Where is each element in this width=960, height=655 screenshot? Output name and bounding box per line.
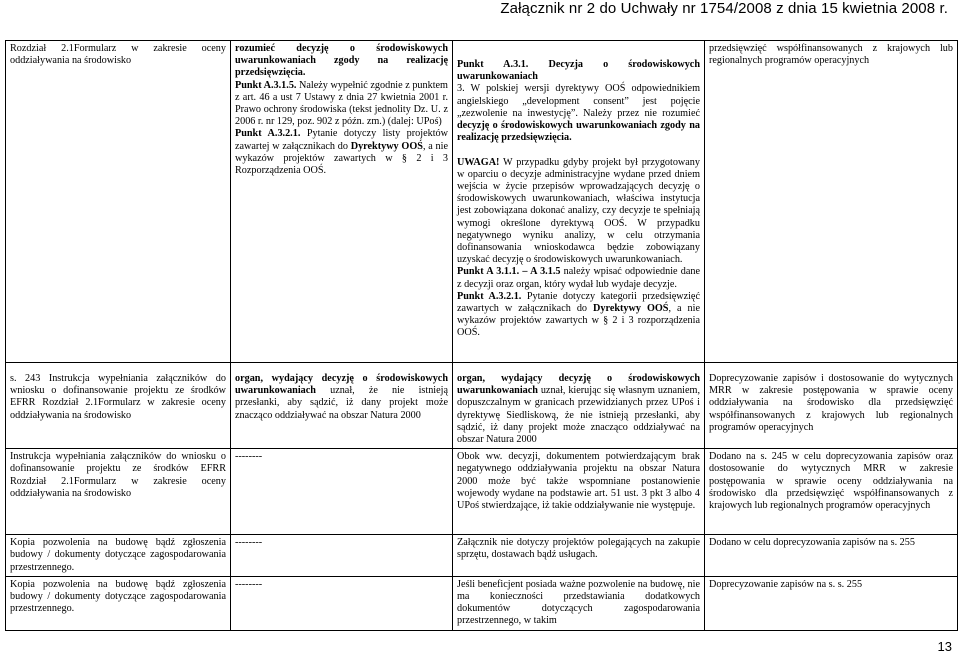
new-text: Pytanie dotyczy kategorii przedsięwzięć zawartych w załącznikach do [457,290,700,315]
cell-old-text: -------- [231,535,453,577]
cell-justification: Doprecyzowanie zapisów na s. s. 255 [705,576,958,630]
cell-new-text: organ, wydający decyzję o środowiskowych uwarunkowaniach uznał, kierując się własnym uznaniem, dopuszczalnym w granicach przewidzianych przez UPoś i dyrektywę Siedliskową, że nie istnieją przesłanki, aby sądzić, iż dany projekt może znacząco oddziaływać na obszar Natura 2000 [453,363,705,449]
table-row [6,576,958,630]
table-row [6,449,958,535]
cell-old-text: organ, wydający decyzję o środowiskowych uwarunkowaniach uznał, że nie istnieją przesłanki, aby sądzić, iż dany projekt może znacząco oddziaływać na obszar Natura 2000 [231,363,453,449]
changes-table [5,40,958,631]
cell-old-text: -------- [231,449,453,535]
cell-justification: Dodano na s. 245 w celu doprecyzowania zapisów oraz dostosowanie do wytycznych MRR w zakresie postępowania w sprawie oceny oddziaływania na środowisko dla przedsięwzięć współfinansowanych z krajowych lub regionalnych programów operacyjnych [705,449,958,535]
table-row [6,41,958,363]
cell-location: Rozdział 2.1Formularz w zakresie oceny oddziaływania na środowisko [6,41,231,363]
page-number: 13 [937,639,952,654]
cell-location: Instrukcja wypełniania załączników do wniosku o dofinansowanie projektu ze środków EFRR Rozdział 2.1Formularz w zakresie oceny oddziaływania na środowisko [6,449,231,535]
cell-location: s. 243 Instrukcja wypełniania załączników do wniosku o dofinansowanie projektu ze środków EFRR Rozdział 2.1Formularz w zakresie oceny oddziaływania na środowisko [6,363,231,449]
cell-new-text: Załącznik nie dotyczy projektów polegających na zakupie sprzętu, dostawach bądź usługach. [453,535,705,577]
cell-new-text: Obok ww. decyzji, dokumentem potwierdzającym brak negatywnego oddziaływania projektu na obszar Natura 2000 może być także wspomniane postanowienie wojewody wydane na podstawie art. 51 ust. 3 pkt 3 albo 4 UPoś stwierdzające, iż takie oddziaływanie nie występuje. [453,449,705,535]
cell-new-text [453,41,705,363]
new-text: 3. W polskiej wersji dyrektywy OOŚ odpowiednikiem angielskiego „development consent” jest pojęcie „zezwolenie na inwestycję”. Należy przez nie rozumieć [457,83,700,119]
new-text-bold: Punkt A 3.1.1. – A 3.1.5 [457,266,561,278]
cell-old-text: -------- [231,576,453,630]
table-row [6,535,958,577]
cell-new-text: Jeśli beneficjent posiada ważne pozwolenie na budowę, nie ma konieczności przedstawiania dodatkowych dokumentów dotyczących zagospodarowania przestrzennego, w takim [453,576,705,630]
table-row [6,363,958,449]
new-text-bold: Dyrektywy OOŚ [593,303,669,315]
new-text-bold: Punkt A.3.2.1. [457,290,522,302]
cell-justification: Doprecyzowanie zapisów i dostosowanie do wytycznych MRR w zakresie postępowania w sprawie oceny oddziaływania na środowisko dla przedsięwzięć współfinansowanych z krajowych lub regionalnych programów operacyjnych [705,363,958,449]
cell-old-text [231,41,453,363]
old-text-bold: rozumieć decyzję o środowiskowych uwarunkowaniach zgody na realizację przedsięwzięcia. [235,43,448,79]
cell-location: Kopia pozwolenia na budowę bądź zgłoszenia budowy / dokumenty dotyczące zagospodarowania przestrzennego. [6,576,231,630]
new-text: W przypadku gdyby projekt był przygotowany w oparciu o decyzje administracyjne wydane przed dniem wejścia w życie przepisów wprowadzających decyzję o środowiskowych uwarunkowaniach, właściwa instytucja jest zobowiązana dokonać analizy, czy decyzje te spełniają wymogi określone dyrektywą OOŚ. W przypadku negatywnego wyniku analizy, w celu otrzymania dofinansowania wnioskodawca będzie zobowiązany uzyskać decyzję o środowiskowych uwarunkowaniach. [457,156,700,266]
old-text-bold: Punkt A.3.2.1. [235,128,301,140]
new-text-bold: Punkt A.3.1. Decyzja o środowiskowych uwarunkowaniach [457,59,700,83]
new-text: należy wpisać odpowiednie dane z decyzji oraz organ, który wydał lub wydaje decyzje. [457,266,700,290]
new-text-bold: UWAGA! [457,156,500,168]
document-header: Załącznik nr 2 do Uchwały nr 1754/2008 z dnia 15 kwietnia 2008 r. [500,0,948,17]
old-text: , a nie wykazów projektów zawartych w § 2 i 3 Rozporządzenia OOŚ. [235,140,448,177]
old-text: Należy wypełnić zgodnie z punktem z art. 46 a ust 7 Ustawy z dnia 27 kwietnia 2001 r. Prawo ochrony środowiska (tekst jednolity Dz. U. z 2006 r. nr 129, poz. 902 z późn. zm.) (dalej: UPoś) [235,79,448,128]
cell-justification: Dodano w celu doprecyzowania zapisów na s. 255 [705,535,958,577]
cell-location: Kopia pozwolenia na budowę bądź zgłoszenia budowy / dokumenty dotyczące zagospodarowania przestrzennego. [6,535,231,577]
old-text: Pytanie dotyczy listy projektów zawartej w załącznikach do [235,128,448,152]
old-text-bold: Punkt A.3.1.5. [235,79,297,91]
cell-justification: przedsięwzięć współfinansowanych z krajowych lub regionalnych programów operacyjnych [705,41,958,363]
new-text: , a nie wykazów projektów zawartych w § 2 i 3 rozporządzenia OOŚ. [457,303,700,339]
new-text-bold: decyzję o środowiskowych uwarunkowaniach zgody na realizację przedsięwzięcia. [457,120,700,144]
old-text-bold: Dyrektywy OOŚ [350,140,423,152]
